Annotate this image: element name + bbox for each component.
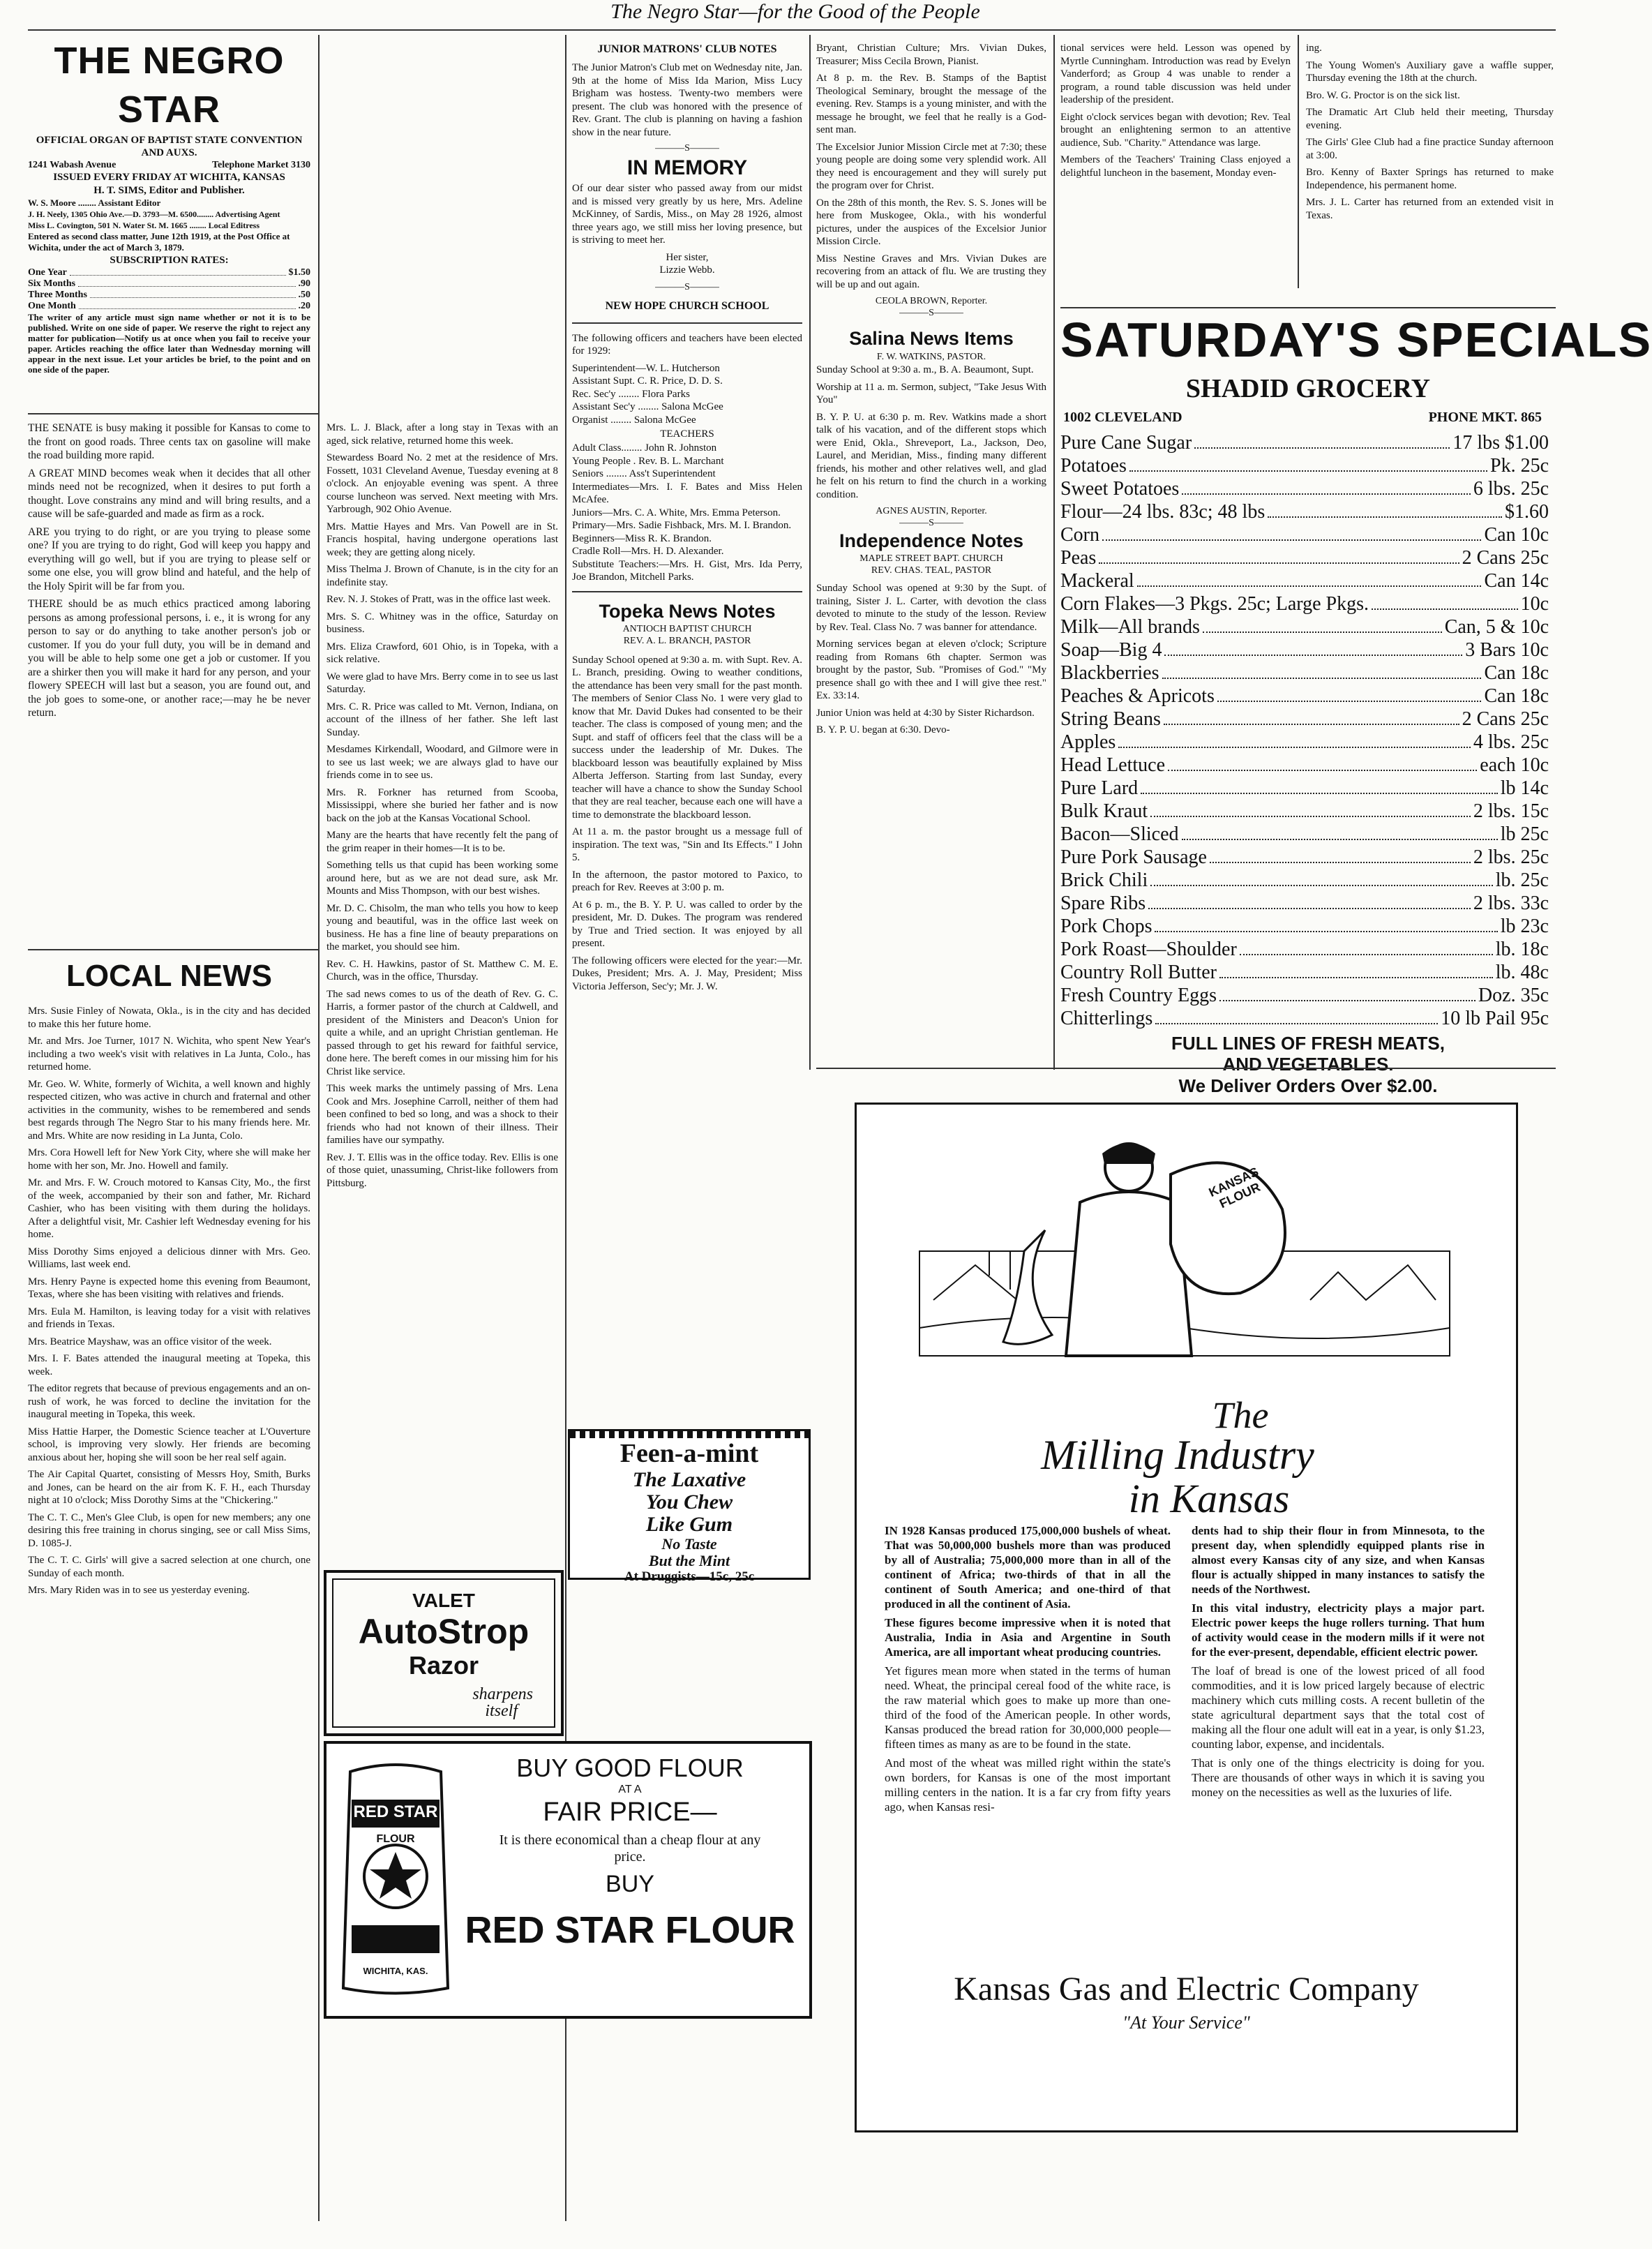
junior-matrons-heading: JUNIOR MATRONS' CLUB NOTES: [597, 43, 777, 55]
col-rule-4: [1053, 35, 1055, 1070]
rate-price: .90: [298, 278, 310, 289]
teacher-line: Juniors—Mrs. C. A. White, Mrs. Emma Peterson.: [572, 507, 781, 518]
news-item: At 8 p. m. the Rev. B. Stamps of the Baptist Theological Seminary, brought the message of the evening. Rev. Stamps is a young minister, and with the message he brought, we feel that he really is a God-sent man.: [816, 73, 1046, 135]
autostrop-tagline: itself: [485, 1702, 518, 1720]
red-star-ad: [324, 1741, 812, 2019]
local-news-item: The C. T. C., Men's Glee Club, is open for new members; any one desiring this free training in chorus singing, see or call Miss Sims, D. 1085-J.: [28, 1511, 310, 1549]
col-rule-1: [318, 35, 320, 2221]
rate-price: $1.50: [288, 267, 310, 278]
red-star-line-5: BUY: [606, 1871, 654, 1897]
special-row: Corn Flakes—3 Pkgs. 25c; Large Pkgs. 10c: [1060, 593, 1549, 615]
teacher-line: Intermediates—Mrs. I. F. Bates and Miss Helen McAfee.: [572, 481, 802, 505]
local-news-item: Mrs. Beatrice Mayshaw, was an office visitor of the week.: [28, 1336, 272, 1347]
rate-price: .50: [298, 290, 310, 300]
autostrop-razor: Razor: [408, 1651, 479, 1680]
officer-line: Assistant Supt. C. R. Price, D. D. S.: [572, 375, 723, 387]
news-item: We were glad to have Mrs. Berry come in to see us last Saturday.: [326, 671, 558, 695]
feenamint-line: Like Gum: [645, 1513, 733, 1536]
miller-illustration: [919, 1126, 1450, 1405]
local-news-item: The C. T. C. Girls' will give a sacred selection at one church, one Sunday of each month.: [28, 1555, 310, 1579]
news-item: The Dramatic Art Club held their meeting, Thursday evening.: [1306, 107, 1554, 131]
topeka-para: Sunday School opened at 9:30 a. m. with Supt. Rev. A. L. Branch, presiding. Owing to weather conditions, the attendance has been very small for the past month. The members of Senior Class No. 1 were very glad to know that Mr. David Dukes had consented to be their teacher. The class is composed of young men; and the Supt. and staff of officers feel that the class will be a success under the leadership of Mr. Dukes. The blackboard lesson was beautifully explained by Miss Alberta Jefferson. Starting from last Sunday, every teacher will have a chance to show the Sunday School that they are real teacher, because each one will have a time to demonstrate the blackboard lesson.: [572, 654, 802, 821]
local-news-item: Mr. and Mrs. F. W. Crouch motored to Kansas City, Mo., the first of the week, accompanied by their son and father, Mr. Richard Cashier, who has been visiting with them during the holidays. After a delightful visit, Mr. Cashier left Wednesday evening for his home.: [28, 1177, 310, 1240]
news-item: Something tells us that cupid has been working some around here, but as we are not dead sure, ask Mr. Mounts and Miss Thompson, with our best wishes.: [326, 860, 558, 897]
autostrop-tagline: sharpens: [472, 1685, 533, 1703]
news-item: Bro. Kenny of Baxter Springs has returned to make Independence, his permanent home.: [1306, 167, 1554, 191]
milling-title-2: Milling Industry: [1041, 1432, 1314, 1478]
local-news-heading: LOCAL NEWS: [66, 959, 272, 993]
new-hope-officers: [572, 362, 802, 427]
news-item: Mrs. Mattie Hayes and Mrs. Van Powell are in St. Francis hospital, having undergone operations last week; they are getting along nicely.: [326, 521, 558, 558]
teacher-line: Adult Class........ John R. Johnston: [572, 442, 717, 454]
news-item: Bryant, Christian Culture; Mrs. Vivian Dukes, Treasurer; Miss Cecila Brown, Pianist.: [816, 43, 1046, 67]
local-news-item: Miss Dorothy Sims enjoyed a delicious dinner with Mrs. Geo. Williams, last week end.: [28, 1246, 310, 1270]
officer-line: Superintendent—W. L. Hutcherson: [572, 362, 720, 374]
salina-sign: AGNES AUSTIN, Reporter.: [876, 506, 987, 516]
rate-term: Six Months: [28, 278, 76, 289]
rate-price: .20: [298, 301, 310, 311]
news-item: Miss Thelma J. Brown of Chanute, is in the city for an indefinite stay.: [326, 564, 558, 588]
salina-para: Worship at 11 a. m. Sermon, subject, "Take Jesus With You": [816, 381, 1046, 405]
in-memory-text: Of our dear sister who passed away from our midst and is missed very greatly by us here, Mrs. Adeline McKinney, of Sardis, Miss., on May 28 1926, almost three years ago, we still miss her loving presence, but is striving to meet her.: [572, 183, 802, 246]
special-row: Peas 2 Cans 25c: [1060, 547, 1549, 569]
news-item: Mrs. L. J. Black, after a long stay in Texas with an aged, sick relative, returned home this week.: [326, 422, 558, 447]
special-row: Sweet Potatoes 6 lbs. 25c: [1060, 478, 1549, 500]
special-row: Soap—Big 4 3 Bars 10c: [1060, 639, 1549, 661]
editorials: [28, 421, 310, 724]
officer-line: Rec. Sec'y ........ Flora Parks: [572, 388, 690, 400]
teachers-heading: TEACHERS: [660, 428, 714, 440]
top-rule: [28, 29, 1556, 31]
special-row: Blackberries Can 18c: [1060, 662, 1549, 684]
staff-2: J. H. Neely, 1305 Ohio Ave.—D. 3793—M. 6500........ Advertising Agent: [28, 209, 280, 219]
topeka-para: In the afternoon, the pastor motored to Paxico, to preach for Rev. Reeves at 3:00 p. m.: [572, 869, 802, 893]
column-2-items: [326, 421, 558, 1194]
col-rule-3: [809, 35, 811, 1070]
news-item: Mrs. J. L. Carter has returned from an extended visit in Texas.: [1306, 197, 1554, 221]
special-row: Bulk Kraut 2 lbs. 15c: [1060, 800, 1549, 822]
news-item: Rev. C. H. Hawkins, pastor of St. Matthew C. M. E. Church, was in the office, Thursday.: [326, 958, 558, 982]
news-item: Rev. N. J. Stokes of Pratt, was in the office last week.: [326, 594, 551, 605]
feenamint-border: [570, 1431, 809, 1438]
red-star-line-4: It is there economical than a cheap flour at any price.: [499, 1832, 761, 1865]
salina-heading: Salina News Items: [849, 328, 1014, 349]
milling-left-para: IN 1928 Kansas produced 175,000,000 bushels of wheat. That was 50,000,000 bushels more than was produced by all of Australia; 75,000,000 more than in all of the continent of Africa; two-thirds of that in all the continent of South America; and one-third of that produced in all the continent of Asia.: [885, 1524, 1171, 1611]
news-item: Rev. J. T. Ellis was in the office today. Rev. Ellis is one of those quiet, unassuming, Christ-like followers from Pittsburg.: [326, 1151, 558, 1189]
special-row: Peaches & Apricots Can 18c: [1060, 685, 1549, 707]
column-3: [572, 42, 802, 997]
sack-label-1: RED STAR: [353, 1802, 438, 1821]
milling-right-para: The loaf of bread is one of the lowest priced of all food commodities, and it is low priced largely because of electric machinery which cuts milling costs. A recent bulletin of the state agricultural department says that the total cost of making all the flour one adult will eat in a year, is only $1.23, counting labor, expense, and incidentals.: [1192, 1664, 1485, 1751]
local-news-item: Mrs. Cora Howell left for New York City, where she will make her home with her son, Mr. Jno. Howell and family.: [28, 1147, 310, 1172]
feenamint-line: No Taste: [661, 1535, 717, 1553]
in-memory-sign-1: Her sister,: [666, 251, 709, 263]
milling-right-column: [1192, 1523, 1485, 1804]
new-hope-teachers: [572, 442, 802, 584]
local-news-item: Mrs. I. F. Bates attended the inaugural meeting at Topeka, this week.: [28, 1353, 310, 1377]
column-4-top: [816, 42, 1046, 291]
specials-footer-3: We Deliver Orders Over $2.00.: [1178, 1075, 1438, 1096]
specials-footer-1: FULL LINES OF FRESH MEATS,: [1171, 1033, 1445, 1054]
special-row: Potatoes Pk. 25c: [1060, 455, 1549, 477]
special-row: Country Roll Butter lb. 48c: [1060, 962, 1549, 983]
teacher-line: Primary—Mrs. Sadie Fishback, Mrs. M. I. Brandon.: [572, 520, 792, 531]
editorial-do-right: ARE you trying to do right, or are you trying to please some one? If you are trying to do right, God will keep you happy and everything will go well, but if you are trying to please self or some one else, you will grow blind and hateful, and the help of the Holy Spirit will be far from you.: [28, 525, 310, 592]
news-item: Mrs. S. C. Whitney was in the office, Saturday on business.: [326, 611, 558, 635]
specials-ad: [1060, 307, 1652, 1096]
rate-term: One Year: [28, 267, 67, 278]
independence-sub2: REV. CHAS. TEAL, PASTOR: [871, 565, 992, 576]
autostrop-brand: AutoStrop: [358, 1612, 530, 1651]
special-row: Mackeral Can 14c: [1060, 570, 1549, 592]
in-memory-heading: IN MEMORY: [626, 156, 748, 179]
local-news-item: The editor regrets that because of previous engagements and an on-rush of work, he was forced to decline the invitation for the inaugural meeting in Topeka, this week.: [28, 1383, 310, 1420]
news-item: tional services were held. Lesson was opened by Myrtle Cunningham. Introduction was read by Evelyn Vanderford; as Group 4 was unable to render a program, a round table discussion was held under leadership of the president.: [1060, 43, 1291, 105]
special-row: Corn Can 10c: [1060, 524, 1549, 546]
milling-slogan: "At Your Service": [1122, 2012, 1250, 2033]
separator: ———S———: [655, 281, 719, 292]
news-item: Eight o'clock services began with devotion; Rev. Teal brought an enlightening sermon to an attentive audience, Sub. "Charity." Attendance was large.: [1060, 111, 1291, 149]
topeka-heading: Topeka News Notes: [599, 600, 776, 622]
local-news-item: Mrs. Susie Finley of Nowata, Okla., is in the city and has decided to make this her future home.: [28, 1006, 310, 1030]
editorial-great-mind: A GREAT MIND becomes weak when it decides that all other minds need not be recognized, when it desires to put forth a thought. Love constrains any mind and will bring results, and a cause will be safe-guarded and made as firm as a rock.: [28, 467, 310, 520]
milling-title: [996, 1394, 1359, 1521]
special-row: Flour—24 lbs. 83c; 48 lbs $1.60: [1060, 501, 1549, 523]
new-hope-rule: [572, 322, 802, 324]
special-row: String Beans 2 Cans 25c: [1060, 708, 1549, 730]
topeka-para: At 6 p. m., the B. Y. P. U. was called to order by the president, Mr. D. Dukes. The program was rendered by True and Tried section. It was enjoyed by all present.: [572, 899, 802, 949]
red-star-line-3: FAIR PRICE—: [543, 1798, 717, 1827]
reporter-sign: CEOLA BROWN, Reporter.: [875, 296, 988, 306]
special-row: Milk—All brands Can, 5 & 10c: [1060, 616, 1549, 638]
salina-pastor: F. W. WATKINS, PASTOR.: [876, 352, 986, 362]
milling-title-3: in Kansas: [1128, 1476, 1290, 1521]
specials-top-rule: [1060, 307, 1556, 308]
independence-para: B. Y. P. U. began at 6:30. Devo-: [816, 724, 950, 735]
special-row: Pure Cane Sugar 17 lbs $1.00: [1060, 432, 1549, 454]
milling-left-column: [885, 1523, 1171, 1818]
topeka-para: At 11 a. m. the pastor brought us a message full of inspiration. The text was, "Sin and Its Effects." I John 5.: [572, 826, 802, 863]
in-memory-sign-2: Lizzie Webb.: [659, 264, 715, 276]
red-star-line-1: BUY GOOD FLOUR: [516, 1754, 744, 1782]
independence-para: Morning services began at eleven o'clock; Scripture reading from Romans 6th chapter. Sermon was brought by the pastor, Sub. "Promises of God." "My presence shall go with thee and I will give thee rest." Ex. 33:14.: [816, 638, 1046, 701]
special-row: Bacon—Sliced lb 25c: [1060, 823, 1549, 845]
milling-right-para: dents had to ship their flour in from Minnesota, to the present day, when splendidly equipped plants rise in almost every Kansas city of any size, and when Kansas flour is actually shipped in many instances to satisfy the needs of the Northwest.: [1192, 1524, 1485, 1596]
sack-label-2: FLOUR: [376, 1833, 415, 1845]
column-6: [1306, 42, 1554, 226]
in-memory-sign: [572, 251, 802, 276]
special-row: Spare Ribs 2 lbs. 33c: [1060, 892, 1549, 914]
special-row: Pure Pork Sausage 2 lbs. 25c: [1060, 846, 1549, 868]
editorial-senate: THE SENATE is busy making it possible for Kansas to come to the front on good roads. Three cents tax on gasoline will make the road building more rapid.: [28, 422, 310, 461]
special-row: Apples 4 lbs. 25c: [1060, 731, 1549, 753]
news-item: The Girls' Glee Club had a fine practice Sunday afternoon at 3:00.: [1306, 137, 1554, 161]
feenamint-ad: [568, 1429, 811, 1584]
separator: ———S———: [655, 143, 719, 154]
topeka-rule: [572, 591, 802, 592]
milling-right-para: That is only one of the things electricity is doing for you. There are thousands of other ways in which it is saving you money on the necessities as well as the luxuries of life.: [1192, 1756, 1485, 1799]
specials-phone: PHONE MKT. 865: [1428, 410, 1542, 425]
masthead-editor: H. T. SIMS, Editor and Publisher.: [93, 185, 245, 196]
independence-para: Sunday School was opened at 9:30 by the Supt. of training, Sister J. L. Carter, with devotion the class devoted to minute to the study of the lesson. Review by Rev. Teal. Class No. 7 was banner for attendance.: [816, 583, 1046, 633]
masthead-organ: OFFICIAL ORGAN OF BAPTIST STATE CONVENTION AND AUXS.: [36, 135, 303, 158]
sack-label: KANSAS FLOUR: [1206, 1164, 1263, 1211]
independence-para: Junior Union was held at 4:30 by Sister Richardson.: [816, 707, 1035, 719]
salina-para: Sunday School at 9:30 a. m., B. A. Beaumont, Supt.: [816, 364, 1034, 375]
separator: ———S———: [899, 308, 963, 318]
special-row: Chitterlings 10 lb Pail 95c: [1060, 1008, 1549, 1029]
milling-title-1: The: [1212, 1394, 1269, 1436]
specials-list: [1060, 431, 1556, 1030]
local-news-item: Mrs. Mary Riden was in to see us yesterday evening.: [28, 1585, 250, 1596]
news-item: Mrs. C. R. Price was called to Mt. Vernon, Indiana, on account of the illness of her father. She left last Sunday.: [326, 701, 558, 738]
local-news-item: The Air Capital Quartet, consisting of Messrs Hoy, Smith, Burks and Jones, can be heard on the air from K. F. H., each Thursday night at 10 o'clock; Miss Dorothy Sims at the "Chickering.": [28, 1469, 310, 1506]
news-item: Mesdames Kirkendall, Woodard, and Gilmore were in to see us last week; we are always glad to have our friends come in to see us.: [326, 744, 558, 781]
news-item: On the 28th of this month, the Rev. S. S. Jones will be here from Muskogee, Okla., with his wonderful pictures, under the auspices of the Excelsior Junior Mission Circle.: [816, 197, 1046, 247]
milling-ad: [855, 1103, 1518, 2132]
officer-line: Organist ........ Salona McGee: [572, 414, 696, 426]
masthead-issued: ISSUED EVERY FRIDAY AT WICHITA, KANSAS: [53, 172, 285, 183]
news-item: Mrs. Eliza Crawford, 601 Ohio, is in Topeka, with a sick relative.: [326, 641, 558, 665]
topeka-sub2: REV. A. L. BRANCH, PASTOR: [623, 635, 751, 646]
milling-right-para: In this vital industry, electricity plays a major part. Electric power keeps the huge rollers turning. That hum of activity would cease in the modern mills if it were not for the ever-present, dependable, efficient electric power.: [1192, 1601, 1485, 1659]
news-item: This week marks the untimely passing of Mrs. Lena Cook and Mrs. Josephine Carroll, neither of them had been confined to bed so long, and was a shock to their friends who had not known of their illness. Their families have our sympathy.: [326, 1083, 558, 1146]
subscription-heading: SUBSCRIPTION RATES:: [110, 255, 229, 266]
news-item: Bro. W. G. Proctor is on the sick list.: [1306, 89, 1460, 101]
topeka-sub1: ANTIOCH BAPTIST CHURCH: [622, 623, 752, 634]
special-row: Fresh Country Eggs Doz. 35c: [1060, 985, 1549, 1006]
local-news-item: Mrs. Eula M. Hamilton, is leaving today for a visit with relatives and friends in Texas.: [28, 1306, 310, 1330]
feenamint-brand: Feen-a-mint: [620, 1439, 759, 1468]
rate-term: One Month: [28, 301, 76, 311]
news-item: Many are the hearts that have recently felt the pang of the grim reaper in their homes—It is to be.: [326, 830, 558, 854]
new-hope-intro: The following officers and teachers have been elected for 1929:: [572, 332, 802, 357]
running-head: The Negro Star—for the Good of the People: [610, 0, 980, 23]
special-row: Pork Chops lb 23c: [1060, 916, 1549, 937]
feenamint-line: The Laxative: [632, 1468, 746, 1491]
local-news-body: [28, 1005, 310, 1601]
local-news-item: Mr. Geo. W. White, formerly of Wichita, a well known and highly respected citizen, who was active in church and fraternal and other activities in the community, wishes to be remembered and sends best regards through The Negro Star to his many friends here. Mr. and Mrs. White are now residing in La Junta, Colo.: [28, 1078, 310, 1142]
news-item: The sad news comes to us of the death of Rev. G. C. Harris, a former pastor of the church at Caldwell, and president of the Ministers and Deacon's Union for quite a while, and an upright Christian gentleman. He passed through to get his reward for faithful service, done here. The bereft comes in our missing him for his Christ like service.: [326, 988, 558, 1077]
autostrop-valet: VALET: [412, 1590, 475, 1611]
paper-title: THE NEGRO STAR: [54, 40, 285, 130]
feenamint-line: But the Mint: [648, 1552, 730, 1569]
local-news-item: Mr. and Mrs. Joe Turner, 1017 N. Wichita, who spent New Year's including a two week's visit with relatives in La Junta, Colo., has returned home.: [28, 1036, 310, 1073]
flour-sack-image: [336, 1758, 455, 2002]
news-item: ing.: [1306, 43, 1322, 54]
topeka-body: [572, 654, 802, 994]
news-item: Members of the Teachers' Training Class enjoyed a delightful luncheon in the basement, Monday even-: [1060, 154, 1291, 179]
rate-term: Three Months: [28, 290, 87, 300]
specials-address: 1002 CLEVELAND: [1063, 410, 1182, 425]
topeka-para: The following officers were elected for the year:—Mr. Dukes, President; Mrs. A. J. May, President; Miss Victoria Jefferson, Sec'y; Mr. J. W.: [572, 955, 802, 992]
teacher-line: Beginners—Miss R. K. Brandon.: [572, 532, 712, 544]
specials-footer-2: AND VEGETABLES.: [1222, 1054, 1394, 1075]
masthead-notice: The writer of any article must sign name whether or not it is to be published. Write on one side of paper. We reserve the right to reject any matter for publication—Notify us at once when you fail to receive your paper. Articles reaching the office later than Wednesday morning will appear in the next issue. Let your articles be brief, to the point and on one side of the paper.: [28, 312, 310, 375]
new-hope-heading: NEW HOPE CHURCH SCHOOL: [605, 299, 769, 312]
special-row: Pork Roast—Shoulder lb. 18c: [1060, 939, 1549, 960]
milling-left-para: And most of the wheat was milled right within the state's own borders, for Kansas is one of the most important milling centers in the nation. It is a far cry from fifty years ago, when Kansas resi-: [885, 1756, 1171, 1814]
separator: ———S———: [899, 518, 963, 528]
independence-body: [816, 582, 1046, 737]
col-rule-5: [1298, 35, 1299, 288]
specials-heading: SATURDAY'S SPECIALS: [1060, 313, 1652, 367]
autostrop-ad: [324, 1570, 564, 1736]
staff-1: W. S. Moore ........ Assistant Editor: [28, 197, 161, 208]
milling-left-para: Yet figures mean more when stated in the terms of human need. Wheat, the principal cereal food of the white race, is the raw material which goes to make up more than one-third of the food of the American people. In other words, Kansas produced the bread ration for 30,000,000 people—fifteen times as many as are to be found in the state.: [885, 1664, 1171, 1751]
teacher-line: Seniors ........ Ass't Superintendent: [572, 468, 716, 479]
masthead-rule: [28, 413, 318, 414]
red-star-brand: RED STAR FLOUR: [465, 1909, 795, 1951]
milling-company: Kansas Gas and Electric Company: [954, 1971, 1419, 2008]
news-item: Stewardess Board No. 2 met at the residence of Mrs. Fossett, 1031 Cleveland Avenue, Tuesday evening at 8 o'clock. An enjoyable evening was spent. A three course luncheon was served. Next meeting with Mrs. Yarbrough, 902 Ohio Avenue.: [326, 452, 558, 515]
editorial-ethics: THERE should be as much ethics practiced among laboring persons as among professional persons, i. e., it is wrong for any person to say or do anything to take another person's job or customer. If you do your full duty, you will be in demand and you will be able to help some one get a job or customer. If you are a shirker then you will make it hard for any person, and your flowery SPEECH will last but a season, you are found out, and the job goes to some-one, or another race;—may he be never return.: [28, 598, 310, 719]
masthead: [28, 36, 310, 375]
feenamint-line: You Chew: [645, 1490, 733, 1514]
masthead-address: 1241 Wabash Avenue: [28, 160, 117, 170]
independence-heading: Independence Notes: [839, 530, 1024, 551]
special-row: Head Lettuce each 10c: [1060, 754, 1549, 776]
staff-3: Miss L. Covington, 501 N. Water St. M. 1665 ........ Local Editress: [28, 221, 260, 230]
milling-left-para: These figures become impressive when it is noted that Australia, India in Asia and Argentine in South America, are all important wheat producing countries.: [885, 1616, 1171, 1659]
salina-para: B. Y. P. U. at 6:30 p. m. Rev. Watkins made a short talk of his vacation, and of the different stops which were Enid, Okla., Shreveport, La., Jackson, Deo, Laurel, and Meridian, Miss., finding many different friends, his mother and other relatives well, and glad he felt on his return to find the church in a working condition.: [816, 411, 1046, 500]
red-star-line-2: AT A: [618, 1784, 642, 1795]
teacher-line: Cradle Roll—Mrs. H. D. Alexander.: [572, 546, 724, 557]
sack-label-3: WICHITA, KAS.: [363, 1966, 428, 1976]
news-item: The Excelsior Junior Mission Circle met at 7:30; these young people are doing some very splendid work. All they need is encouragement and they will surely put the program over for Christ.: [816, 141, 1046, 191]
miller-flour-sack-icon: [919, 1126, 1450, 1405]
salina-body: [816, 364, 1046, 501]
independence-sub1: MAPLE STREET BAPT. CHURCH: [859, 553, 1003, 564]
masthead-telephone: Telephone Market 3130: [211, 160, 310, 170]
junior-matrons-text: The Junior Matron's Club met on Wednesday nite, Jan. 9th at the home of Miss Ida Marion, Miss Lucy Brigham was hostess. Twenty-two members were present. The club was honored with the presence of Rev. Grant. The club is planning on having a fashion show in the near future.: [572, 62, 802, 138]
news-item: Mrs. R. Forkner has returned from Scooba, Mississippi, where she buried her father and is now back on the job at the Kansas Vocational School.: [326, 786, 558, 824]
local-news-item: Mrs. Henry Payne is expected home this evening from Beaumont, Texas, where she has been visiting with relatives and friends.: [28, 1276, 310, 1300]
rates-list: [28, 267, 310, 312]
news-item: Miss Nestine Graves and Mrs. Vivian Dukes are recovering from an attack of flu. We are trusting they will be up and out again.: [816, 253, 1046, 290]
officer-line: Assistant Sec'y ........ Salona McGee: [572, 401, 723, 412]
feenamint-price: At Druggists—15c, 25c: [624, 1569, 755, 1584]
column-5: [1060, 42, 1291, 184]
column-4: [816, 42, 1046, 741]
local-news-rule: [28, 949, 318, 950]
specials-store: SHADID GROCERY: [1185, 374, 1431, 403]
masthead-entered: Entered as second class matter, June 12th 1919, at the Post Office at Wichita, under the act of March 3, 1879.: [28, 231, 290, 253]
special-row: Pure Lard lb 14c: [1060, 777, 1549, 799]
special-row: Brick Chili lb. 25c: [1060, 869, 1549, 891]
news-item: Mr. D. C. Chisolm, the man who tells you how to keep young and beautiful, was in the office last week on business. He has a fine line of beauty preparations on the market, you should see him.: [326, 902, 558, 952]
news-item: The Young Women's Auxiliary gave a waffle supper, Thursday evening the 18th at the church.: [1306, 59, 1554, 84]
teacher-line: Young People . Rev. B. L. Marchant: [572, 455, 724, 467]
specials-bottom-rule: [816, 1068, 1556, 1069]
teacher-line: Substitute Teachers:—Mrs. H. Gist, Mrs. Ida Perry, Joe Brandon, Mitchell Parks.: [572, 558, 802, 583]
local-news-item: Miss Hattie Harper, the Domestic Science teacher at L'Ouverture school, is improving very slowly. Her friends are becoming anxious about her, hoping she will soon be her real self again.: [28, 1426, 310, 1463]
